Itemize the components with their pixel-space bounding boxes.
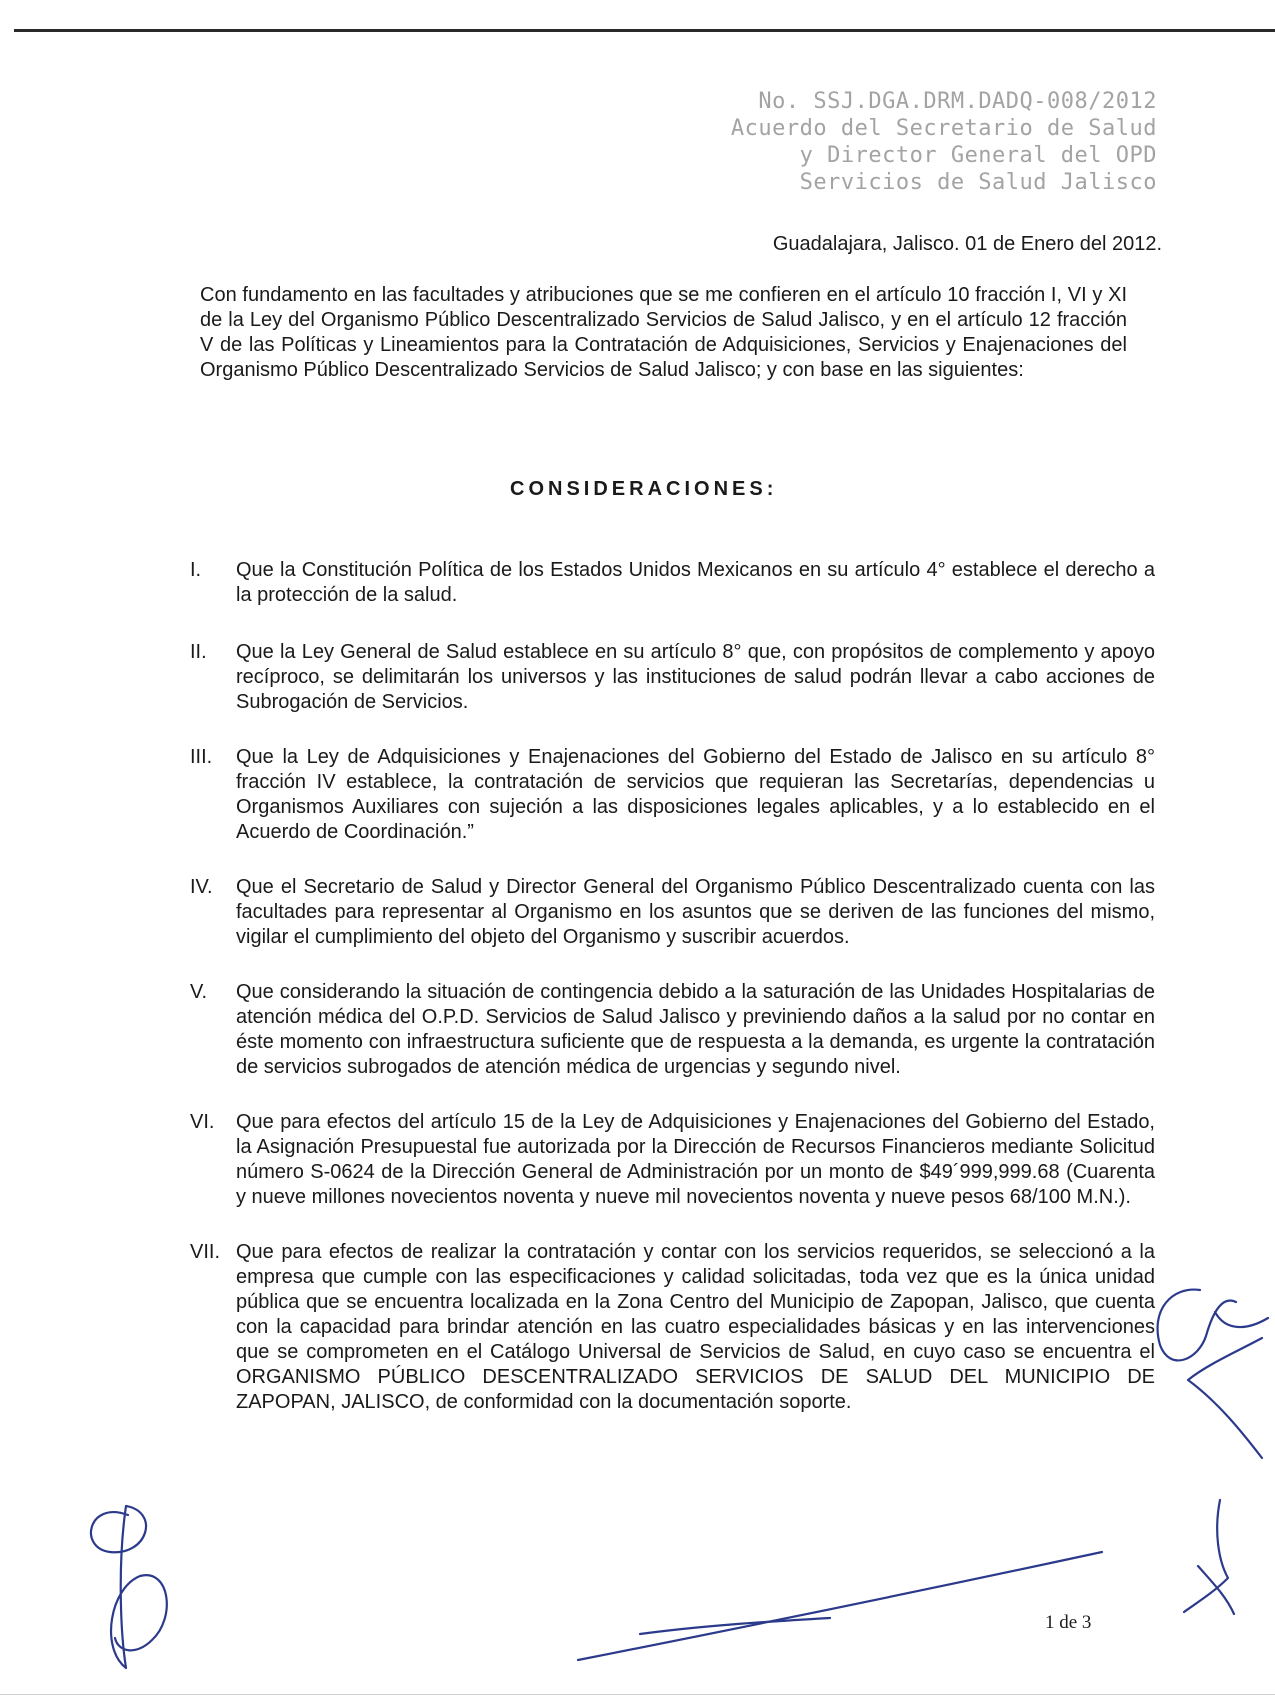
- bottom-rule: [0, 1694, 1275, 1695]
- item-text: Que considerando la situación de contingencia debido a la saturación de las Unidades Hospitalarias de atención médica del O.P.D. Servicios de Salud Jalisco y previniendo daños a la salud por no contar en éste momento con infraestructura suficiente que de respuesta a la demanda, es urgente la contratación de servicios subrogados de atención médica de urgencias y segundo nivel.: [236, 981, 1155, 1078]
- header-line-1: Acuerdo del Secretario de Salud: [730, 116, 1157, 141]
- item-number: VII.: [190, 1241, 221, 1263]
- item-text: Que la Ley General de Salud establece en su artículo 8° que, con propósitos de complemento y apoyo recíproco, se delimitarán los universos y las instituciones de salud podrán llevar a cabo acciones de Subrogación de Servicios.: [236, 641, 1155, 713]
- item-number: VI.: [190, 1111, 215, 1133]
- bottom-stroke-2: [640, 1618, 830, 1634]
- left-signature: [91, 1506, 167, 1668]
- page-number: 1 de 3: [1045, 1612, 1092, 1633]
- item-number: IV.: [190, 876, 213, 898]
- item-text: Que la Ley de Adquisiciones y Enajenaciones del Gobierno del Estado de Jalisco en su artículo 8° fracción IV establece, la contratación de servicios que requieran las Secretarías, dependencias u Organismos Auxiliares con sujeción a las disposiciones legales aplicables, y a lo establecido en el Acuerdo de Coordinación.”: [236, 746, 1155, 843]
- item-text: Que la Constitución Política de los Estados Unidos Mexicanos en su artículo 4° establece el derecho a la protección de la salud.: [236, 559, 1155, 606]
- document-number: No. SSJ.DGA.DRM.DADQ-008/2012: [758, 89, 1157, 114]
- item-text: Que el Secretario de Salud y Director General del Organismo Público Descentralizado cuenta con las facultades para representar al Organismo en los asuntos que se deriven de las funciones del mismo, vigilar el cumplimiento del objeto del Organismo y suscribir acuerdos.: [236, 876, 1155, 948]
- right-signature: [1158, 1290, 1268, 1458]
- item-number: III.: [190, 746, 213, 768]
- bottom-stroke: [578, 1552, 1102, 1660]
- section-title: CONSIDERACIONES:: [510, 478, 778, 500]
- header-line-2: y Director General del OPD: [799, 143, 1157, 168]
- item-text: Que para efectos de realizar la contratación y contar con los servicios requeridos, se seleccionó a la empresa que cumple con las especificaciones y calidad solicitadas, toda vez que es la única unidad pública que se encuentra localizada en la Zona Centro del Municipio de Zapopan, Jalisco, que cuenta con la capacidad para brindar atención en las cuatro especialidades básicas y en las intervenciones que se comprometen en el Catálogo Universal de Servicios de Salud, en cuyo caso se encuentra el ORGANISMO PÚBLICO DESCENTRALIZADO SERVICIOS DE SALUD DEL MUNICIPIO DE ZAPOPAN, JALISCO, de conformidad con la documentación soporte.: [236, 1241, 1155, 1413]
- intro-paragraph: Con fundamento en las facultades y atribuciones que se me confieren en el artículo 10 fracción I, VI y XI de la Ley del Organismo Público Descentralizado Servicios de Salud Jalisco, y en el artículo 12 fracción V de las Políticas y Lineamientos para la Contratación de Adquisiciones, Servicios y Enajenaciones del Organismo Público Descentralizado Servicios de Salud Jalisco; y con base en las siguientes:: [200, 284, 1127, 381]
- right-mark: [1184, 1500, 1234, 1614]
- item-number: II.: [190, 641, 207, 663]
- document-date: Guadalajara, Jalisco. 01 de Enero del 2012.: [772, 233, 1162, 255]
- item-number: V.: [190, 981, 208, 1003]
- header-line-3: Servicios de Salud Jalisco: [799, 170, 1157, 195]
- item-text: Que para efectos del artículo 15 de la Ley de Adquisiciones y Enajenaciones del Gobierno del Estado, la Asignación Presupuestal fue autorizada por la Dirección de Recursos Financieros mediante Solicitud número S-0624 de la Dirección General de Administración por un monto de $49´999,999.68 (Cuarenta y nueve millones novecientos noventa y nueve mil novecientos noventa y nueve pesos 68/100 M.N.).: [236, 1111, 1155, 1208]
- item-number: I.: [190, 559, 202, 581]
